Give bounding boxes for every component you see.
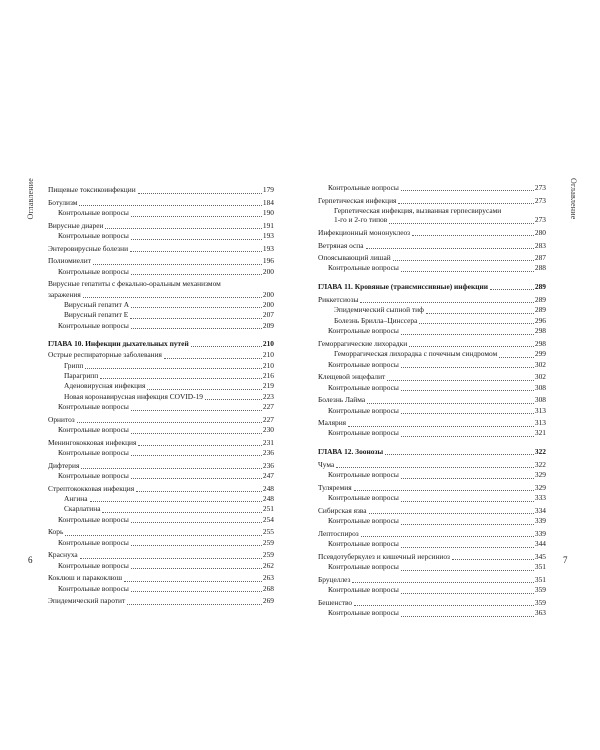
dot-leader <box>385 454 534 455</box>
toc-entry-title: Бешенство <box>318 597 353 607</box>
toc-entry-title: Контрольные вопросы <box>58 537 129 547</box>
toc-entry <box>48 392 274 402</box>
toc-entry <box>318 193 546 206</box>
toc-entry <box>318 316 546 326</box>
toc-entry <box>48 548 274 561</box>
dot-leader <box>336 467 534 468</box>
dot-leader <box>401 334 534 335</box>
toc-entry-page: 289 <box>534 305 546 315</box>
toc-entry <box>48 290 274 300</box>
toc-entry-page: 322 <box>534 460 546 470</box>
toc-entry-page: 287 <box>534 253 546 263</box>
toc-entry <box>318 183 546 193</box>
dot-leader <box>419 323 534 324</box>
toc-entry-title: Ангина <box>64 494 88 504</box>
toc-entry-page: 210 <box>262 360 274 370</box>
toc-entry-title: Бруцеллез <box>318 574 351 584</box>
toc-entry-title: Эпидемический паротит <box>48 596 126 606</box>
toc-entry-page: 359 <box>534 597 546 607</box>
toc-entry-page: 248 <box>262 483 274 493</box>
dot-leader <box>81 468 262 469</box>
table-of-contents <box>48 183 274 607</box>
dot-leader <box>360 302 533 303</box>
toc-entry-page: 273 <box>534 183 546 192</box>
toc-entry-page: 288 <box>534 263 546 273</box>
toc-entry <box>48 525 274 538</box>
dot-leader <box>131 478 262 479</box>
toc-entry <box>318 516 546 526</box>
toc-entry-title: Контрольные вопросы <box>328 359 399 369</box>
toc-entry <box>318 215 546 225</box>
dot-leader <box>387 380 534 381</box>
dot-leader <box>136 491 262 492</box>
toc-entry-page: 259 <box>262 537 274 547</box>
dot-leader <box>393 260 534 261</box>
dot-leader <box>93 264 262 265</box>
toc-entry-page: 345 <box>534 551 546 561</box>
toc-entry <box>318 470 546 480</box>
toc-entry-title: Грипп <box>64 360 84 370</box>
toc-entry-title: ГЛАВА 11. Кровяные (трансмиссивные) инфекции <box>318 281 488 291</box>
toc-entry-page: 200 <box>262 289 274 299</box>
toc-entry <box>48 242 274 255</box>
toc-entry <box>48 436 274 449</box>
toc-entry-title: Туляремия <box>318 483 352 493</box>
toc-entry <box>318 406 546 416</box>
dot-leader <box>127 604 262 605</box>
toc-entry-title: Дифтерия <box>48 460 80 470</box>
toc-entry <box>318 206 546 215</box>
dot-leader <box>401 593 534 594</box>
dot-leader <box>131 522 262 523</box>
toc-entry-page: 280 <box>534 227 546 237</box>
dot-leader <box>401 616 534 617</box>
toc-entry-page: 268 <box>262 583 274 593</box>
dot-leader <box>100 378 262 379</box>
toc-entry-page: 308 <box>534 395 546 405</box>
dot-leader <box>354 605 534 606</box>
toc-entry <box>318 293 546 306</box>
page-number: 6 <box>28 555 33 565</box>
toc-entry-page: 259 <box>262 550 274 560</box>
toc-entry <box>48 300 274 310</box>
toc-entry-title: Контрольные вопросы <box>328 562 399 572</box>
toc-entry-title: Контрольные вопросы <box>58 266 129 276</box>
toc-entry <box>318 596 546 609</box>
toc-entry <box>48 231 274 241</box>
toc-entry <box>318 263 546 273</box>
dot-leader <box>401 390 534 391</box>
toc-entry-title: Скарлатина <box>64 504 101 514</box>
dot-leader <box>147 389 261 390</box>
side-running-head: Оглавление <box>569 178 578 220</box>
dot-leader <box>499 357 534 358</box>
dot-leader <box>361 536 534 537</box>
toc-entry-title: Пищевые токсикоинфекции <box>48 185 136 195</box>
toc-entry <box>48 402 274 412</box>
toc-entry <box>318 458 546 471</box>
dot-leader <box>131 545 262 546</box>
toc-entry-title: Болезнь Брилла–Цинссера <box>334 315 418 325</box>
toc-entry-title: Энтеровирусные болезни <box>48 243 129 253</box>
toc-entry-title: Контрольные вопросы <box>328 539 399 549</box>
toc-entry <box>318 608 546 618</box>
toc-entry-title: заражения <box>48 289 81 299</box>
right-page <box>300 0 600 750</box>
dot-leader <box>401 547 534 548</box>
toc-entry-title: Контрольные вопросы <box>328 326 399 336</box>
toc-entry <box>318 360 546 370</box>
toc-entry <box>48 515 274 525</box>
toc-entry-title: Вирусный гепатит А <box>64 300 130 310</box>
toc-entry-page: 333 <box>534 493 546 503</box>
page-number: 7 <box>563 555 568 565</box>
toc-entry-page: 273 <box>534 195 546 205</box>
toc-entry-title: Менингококковая инфекция <box>48 437 137 447</box>
dot-leader <box>83 297 262 298</box>
toc-entry-title: Аденовирусная инфекция <box>64 381 146 391</box>
toc-entry-title: Эпидемический сыпной тиф <box>334 305 424 315</box>
toc-entry <box>318 550 546 563</box>
toc-entry <box>48 381 274 391</box>
toc-entry-title: Ветряная оспа <box>318 240 364 250</box>
toc-entry-page: 351 <box>534 574 546 584</box>
toc-entry-page: 302 <box>534 359 546 369</box>
toc-entry <box>48 458 274 471</box>
toc-entry <box>318 527 546 540</box>
toc-entry-title: Контрольные вопросы <box>328 263 399 273</box>
toc-entry-page: 302 <box>534 372 546 382</box>
dot-leader <box>102 512 261 513</box>
toc-entry <box>48 471 274 481</box>
toc-entry-page: 296 <box>534 315 546 325</box>
toc-entry <box>48 321 274 331</box>
dot-leader <box>369 513 534 514</box>
toc-entry-title: Контрольные вопросы <box>58 471 129 481</box>
dot-leader <box>426 313 534 314</box>
toc-entry-title: Вирусные диареи <box>48 220 104 230</box>
toc-entry-page: 200 <box>262 300 274 310</box>
toc-entry <box>318 383 546 393</box>
dot-leader <box>452 559 534 560</box>
toc-entry-page: 289 <box>534 295 546 305</box>
toc-entry-title: Герпетическая инфекция, вызванная герпесвирусами <box>334 205 502 215</box>
dot-leader <box>401 478 534 479</box>
toc-entry-title: Инфекционный мононуклеоз <box>318 227 411 237</box>
dot-leader <box>366 248 534 249</box>
toc-entry <box>318 337 546 350</box>
toc-entry-page: 329 <box>534 483 546 493</box>
toc-entry-page: 190 <box>262 208 274 218</box>
toc-entry-title: Контрольные вопросы <box>58 514 129 524</box>
toc-entry-title: Новая коронавирусная инфекция COVID-19 <box>64 391 203 401</box>
toc-entry-title: Вирусные гепатиты с фекально-оральным механизмом <box>48 279 221 289</box>
toc-entry-page: 308 <box>534 382 546 392</box>
toc-entry <box>318 393 546 406</box>
toc-entry <box>48 413 274 426</box>
dot-leader <box>105 228 261 229</box>
toc-entry <box>48 448 274 458</box>
toc-entry-page: 313 <box>534 405 546 415</box>
toc-entry <box>318 539 546 549</box>
toc-entry <box>318 573 546 586</box>
toc-entry <box>318 349 546 359</box>
toc-chapter-heading <box>318 439 546 458</box>
toc-entry-page: 339 <box>534 516 546 526</box>
dot-leader <box>131 591 262 592</box>
dot-leader <box>131 568 262 569</box>
toc-entry <box>48 277 274 290</box>
dot-leader <box>352 582 533 583</box>
toc-entry <box>48 267 274 277</box>
toc-entry-page: 283 <box>534 240 546 250</box>
toc-entry-title: Сибирская язва <box>318 506 367 515</box>
dot-leader <box>401 570 534 571</box>
toc-entry-title: 1-го и 2-го типов <box>334 215 388 225</box>
toc-entry-title: Парагрипп <box>64 370 99 380</box>
toc-entry-title: Вирусный гепатит Е <box>64 310 129 320</box>
toc-entry-title: Опоясывающий лишай <box>318 253 391 263</box>
toc-entry-page: 269 <box>262 596 274 606</box>
dot-leader <box>389 223 534 224</box>
dot-leader <box>131 239 262 240</box>
toc-entry-title: Геморрагические лихорадки <box>318 338 408 348</box>
toc-entry-title: Контрольные вопросы <box>328 516 399 526</box>
toc-entry-page: 227 <box>262 402 274 412</box>
toc-entry <box>318 429 546 439</box>
toc-entry-title: Контрольные вопросы <box>58 402 129 412</box>
dot-leader <box>398 203 533 204</box>
toc-entry-title: Контрольные вопросы <box>328 585 399 595</box>
toc-entry-page: 193 <box>262 231 274 241</box>
toc-entry-page: 230 <box>262 425 274 435</box>
toc-chapter-heading <box>318 274 546 293</box>
toc-entry <box>48 571 274 584</box>
toc-entry <box>48 594 274 607</box>
toc-entry <box>318 238 546 251</box>
toc-entry <box>318 504 546 517</box>
toc-entry <box>48 425 274 435</box>
dot-leader <box>401 436 534 437</box>
toc-entry-title: Контрольные вопросы <box>58 208 129 218</box>
toc-entry-page: 219 <box>262 381 274 391</box>
toc-entry-title: ГЛАВА 10. Инфекции дыхательных путей <box>48 339 189 349</box>
toc-entry <box>318 251 546 264</box>
toc-entry-title: Контрольные вопросы <box>328 405 399 415</box>
table-of-contents <box>318 183 546 619</box>
dot-leader <box>205 399 262 400</box>
dot-leader <box>90 501 262 502</box>
toc-entry-title: Лептоспироз <box>318 528 359 538</box>
side-running-head: Оглавление <box>26 178 35 220</box>
toc-entry-title: Контрольные вопросы <box>328 493 399 503</box>
dot-leader <box>138 193 262 194</box>
toc-entry <box>318 493 546 503</box>
toc-entry-page: 196 <box>262 256 274 266</box>
toc-entry-page: 289 <box>534 281 546 291</box>
toc-entry <box>48 219 274 232</box>
toc-entry-title: Контрольные вопросы <box>58 425 129 435</box>
toc-entry <box>318 226 546 239</box>
dot-leader <box>409 346 534 347</box>
toc-entry <box>48 196 274 209</box>
toc-entry-page: 322 <box>534 446 546 456</box>
dot-leader <box>130 251 262 252</box>
dot-leader <box>401 501 534 502</box>
toc-entry <box>48 538 274 548</box>
toc-entry-title: Контрольные вопросы <box>328 382 399 392</box>
dot-leader <box>77 422 262 423</box>
toc-entry-page: 344 <box>534 539 546 549</box>
toc-entry <box>318 585 546 595</box>
dot-leader <box>348 426 534 427</box>
toc-entry-page: 255 <box>262 527 274 537</box>
dot-leader <box>401 271 534 272</box>
dot-leader <box>131 307 262 308</box>
toc-entry-title: Корь <box>48 527 64 537</box>
toc-entry-page: 210 <box>262 350 274 360</box>
toc-entry-page: 200 <box>262 266 274 276</box>
toc-entry-page: 329 <box>534 470 546 480</box>
dot-leader <box>401 413 534 414</box>
toc-entry <box>318 481 546 494</box>
toc-entry-title: Псевдотуберкулез и кишечный иерсиниоз <box>318 551 450 561</box>
toc-entry-title: Контрольные вопросы <box>328 608 399 618</box>
toc-entry-page: 263 <box>262 573 274 583</box>
toc-entry-title: ГЛАВА 12. Зоонозы <box>318 446 384 456</box>
toc-entry-page: 298 <box>534 326 546 336</box>
toc-entry-title: Контрольные вопросы <box>328 428 399 438</box>
toc-entry-page: 231 <box>262 437 274 447</box>
toc-entry-title: Контрольные вопросы <box>58 231 129 241</box>
toc-entry-title: Острые респираторные заболевания <box>48 350 162 360</box>
toc-entry-title: Коклюш и паракоклюш <box>48 573 123 583</box>
dot-leader <box>138 445 262 446</box>
toc-entry-page: 227 <box>262 414 274 424</box>
toc-entry-title: Орнитоз <box>48 414 75 424</box>
toc-entry <box>318 370 546 383</box>
toc-entry-page: 363 <box>534 608 546 618</box>
dot-leader <box>131 455 262 456</box>
toc-entry <box>48 561 274 571</box>
toc-entry-page: 251 <box>262 504 274 514</box>
toc-entry <box>48 481 274 494</box>
toc-entry-page: 191 <box>262 220 274 230</box>
toc-chapter-heading <box>48 331 274 350</box>
toc-entry <box>48 254 274 267</box>
dot-leader <box>130 318 262 319</box>
dot-leader <box>85 368 262 369</box>
toc-entry <box>48 504 274 514</box>
toc-entry-page: 248 <box>262 494 274 504</box>
toc-entry <box>48 361 274 371</box>
toc-entry-title: Ботулизм <box>48 197 78 207</box>
toc-entry-page: 209 <box>262 320 274 330</box>
toc-entry <box>48 371 274 381</box>
toc-entry <box>48 350 274 360</box>
dot-leader <box>131 410 262 411</box>
toc-entry-page: 216 <box>262 370 274 380</box>
toc-entry-title: Чума <box>318 460 335 470</box>
toc-entry <box>318 326 546 336</box>
toc-entry <box>48 310 274 320</box>
dot-leader <box>401 524 534 525</box>
toc-entry-title: Болезнь Лайма <box>318 395 366 405</box>
toc-entry-page: 273 <box>534 215 546 225</box>
toc-entry-page: 339 <box>534 528 546 538</box>
dot-leader <box>131 433 262 434</box>
toc-entry-title: Полиомиелит <box>48 256 91 266</box>
dot-leader <box>131 216 262 217</box>
toc-entry <box>48 494 274 504</box>
toc-entry-page: 210 <box>262 339 274 349</box>
toc-entry <box>318 562 546 572</box>
toc-entry-title: Краснуха <box>48 550 78 560</box>
dot-leader <box>80 558 262 559</box>
toc-entry-title: Контрольные вопросы <box>58 320 129 330</box>
toc-entry-page: 254 <box>262 514 274 524</box>
dot-leader <box>412 235 534 236</box>
dot-leader <box>164 358 262 359</box>
toc-entry-page: 313 <box>534 418 546 428</box>
toc-entry <box>48 584 274 594</box>
toc-entry-title: Контрольные вопросы <box>328 183 399 192</box>
toc-entry-title: Контрольные вопросы <box>328 470 399 480</box>
toc-entry-page: 298 <box>534 338 546 348</box>
toc-entry-page: 223 <box>262 391 274 401</box>
toc-entry <box>318 416 546 429</box>
toc-entry-title: Малярия <box>318 418 347 428</box>
toc-entry-page: 236 <box>262 460 274 470</box>
toc-entry-page: 321 <box>534 428 546 438</box>
toc-entry-page: 207 <box>262 310 274 320</box>
dot-leader <box>131 274 262 275</box>
toc-entry-title: Клещевой энцефалит <box>318 372 386 382</box>
toc-entry <box>48 208 274 218</box>
toc-entry-title: Стрептококковая инфекция <box>48 483 135 493</box>
dot-leader <box>79 205 261 206</box>
dot-leader <box>65 535 262 536</box>
toc-entry-title: Контрольные вопросы <box>58 560 129 570</box>
toc-entry-title: Риккетсиозы <box>318 295 359 305</box>
toc-entry-title: Контрольные вопросы <box>58 583 129 593</box>
dot-leader <box>354 490 534 491</box>
dot-leader <box>490 289 534 290</box>
toc-entry <box>318 305 546 315</box>
toc-entry-page: 184 <box>262 197 274 207</box>
dot-leader <box>367 403 534 404</box>
toc-entry-page: 247 <box>262 471 274 481</box>
toc-entry-page: 299 <box>534 349 546 359</box>
toc-entry-title: Герпетическая инфекция <box>318 195 397 205</box>
toc-entry-page: 236 <box>262 448 274 458</box>
dot-leader <box>401 190 534 191</box>
toc-entry-page: 359 <box>534 585 546 595</box>
toc-entry-page: 179 <box>262 185 274 195</box>
toc-entry-title: Геморрагическая лихорадка с почечным синдромом <box>334 349 498 359</box>
dot-leader <box>124 581 262 582</box>
toc-entry <box>48 183 274 196</box>
dot-leader <box>131 328 262 329</box>
toc-entry-page: 334 <box>534 506 546 515</box>
toc-entry-title: Контрольные вопросы <box>58 448 129 458</box>
dot-leader <box>191 346 262 347</box>
toc-entry-page: 193 <box>262 243 274 253</box>
toc-entry-page: 262 <box>262 560 274 570</box>
dot-leader <box>401 367 534 368</box>
toc-entry-page: 351 <box>534 562 546 572</box>
